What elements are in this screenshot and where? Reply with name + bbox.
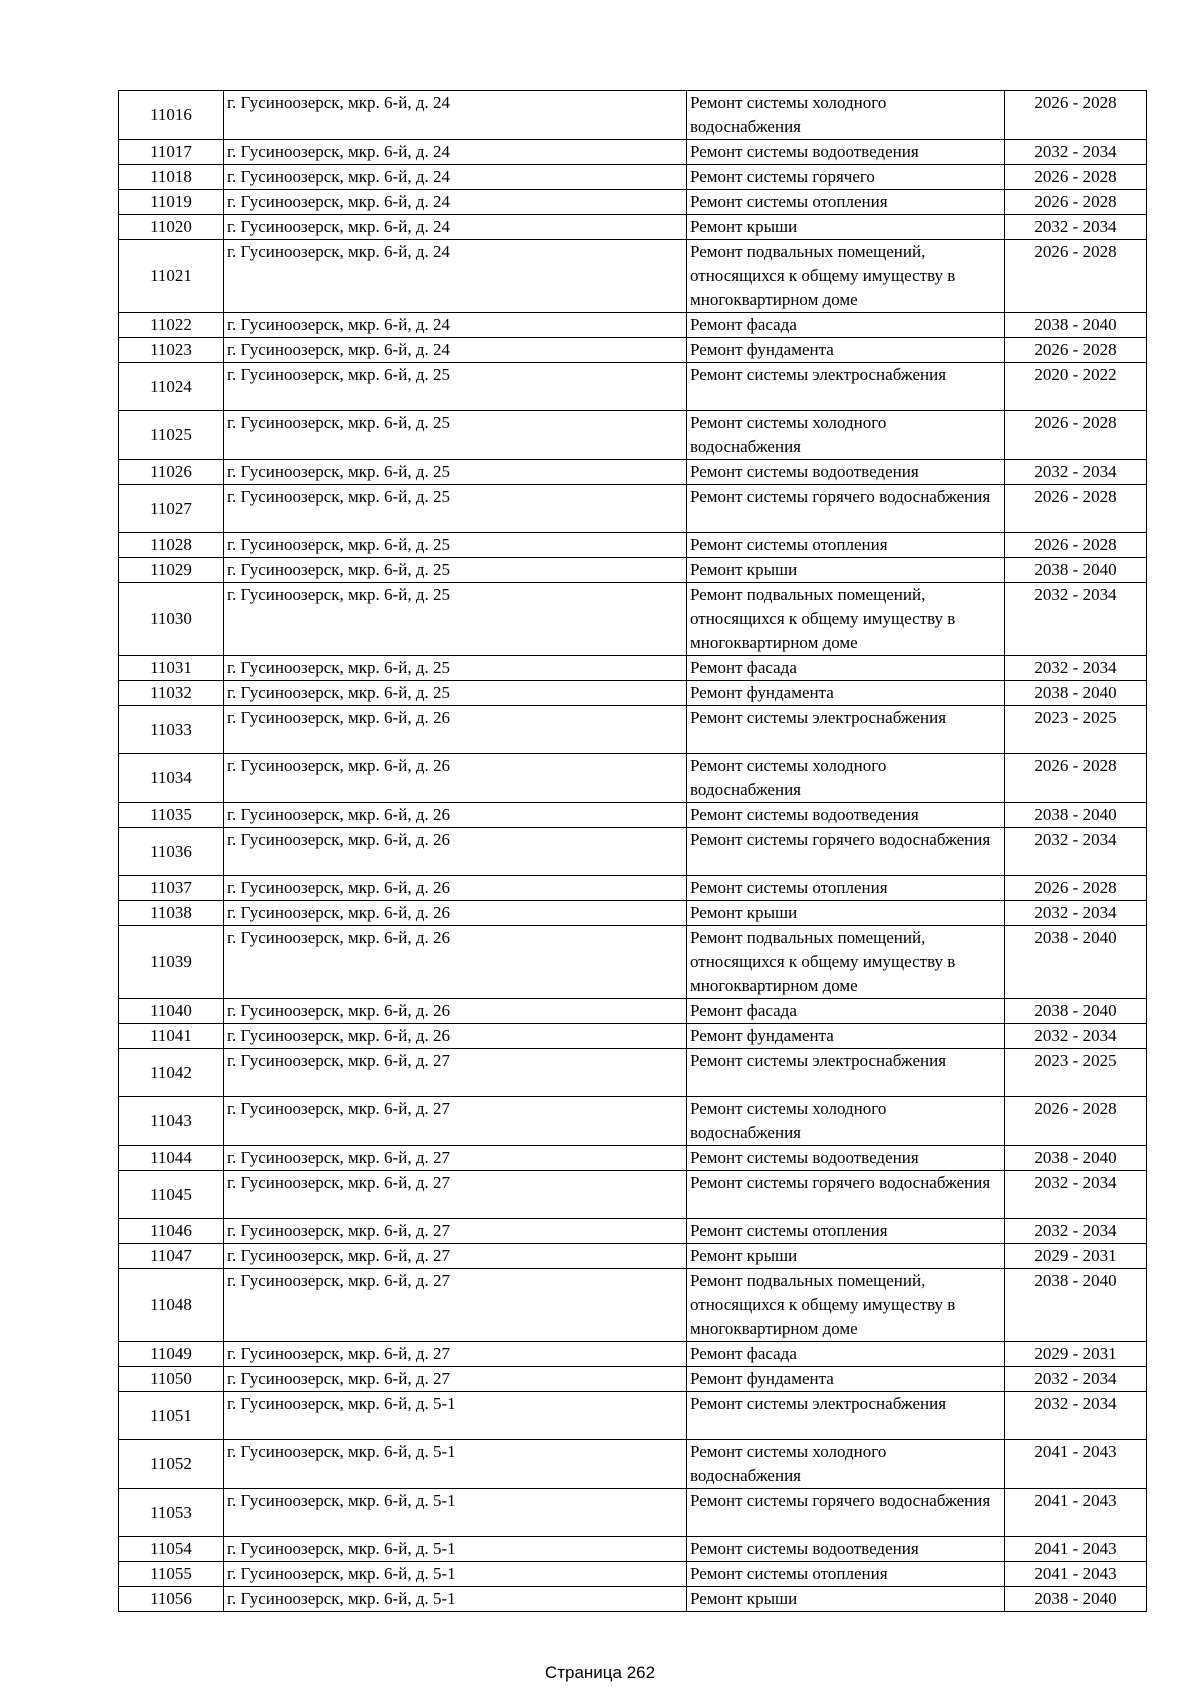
row-period: 2023 - 2025 bbox=[1005, 706, 1147, 754]
row-address: г. Гусиноозерск, мкр. 6-й, д. 25 bbox=[224, 681, 687, 706]
row-period: 2026 - 2028 bbox=[1005, 1097, 1147, 1146]
table-row bbox=[119, 1049, 1147, 1097]
row-address: г. Гусиноозерск, мкр. 6-й, д. 27 bbox=[224, 1269, 687, 1342]
row-number: 11056 bbox=[119, 1587, 224, 1612]
row-address: г. Гусиноозерск, мкр. 6-й, д. 24 bbox=[224, 190, 687, 215]
row-work: Ремонт системы водоотведения bbox=[687, 1146, 1005, 1171]
row-number: 11054 bbox=[119, 1537, 224, 1562]
row-number: 11055 bbox=[119, 1562, 224, 1587]
row-work: Ремонт системы водоотведения bbox=[687, 1537, 1005, 1562]
table-row bbox=[119, 533, 1147, 558]
row-period: 2026 - 2028 bbox=[1005, 91, 1147, 140]
row-work: Ремонт системы электроснабжения bbox=[687, 1049, 1005, 1097]
row-number: 11050 bbox=[119, 1367, 224, 1392]
row-number: 11028 bbox=[119, 533, 224, 558]
table-row bbox=[119, 926, 1147, 999]
row-work: Ремонт фасада bbox=[687, 656, 1005, 681]
table-row bbox=[119, 706, 1147, 754]
row-address: г. Гусиноозерск, мкр. 6-й, д. 24 bbox=[224, 91, 687, 140]
row-period: 2041 - 2043 bbox=[1005, 1440, 1147, 1489]
table-row bbox=[119, 1097, 1147, 1146]
row-period: 2041 - 2043 bbox=[1005, 1489, 1147, 1537]
row-address: г. Гусиноозерск, мкр. 6-й, д. 27 bbox=[224, 1367, 687, 1392]
row-period: 2032 - 2034 bbox=[1005, 656, 1147, 681]
row-number: 11039 bbox=[119, 926, 224, 999]
row-address: г. Гусиноозерск, мкр. 6-й, д. 27 bbox=[224, 1146, 687, 1171]
row-number: 11052 bbox=[119, 1440, 224, 1489]
table-row bbox=[119, 828, 1147, 876]
table-row bbox=[119, 1587, 1147, 1612]
row-period: 2026 - 2028 bbox=[1005, 533, 1147, 558]
row-period: 2038 - 2040 bbox=[1005, 803, 1147, 828]
table-row bbox=[119, 1269, 1147, 1342]
table-row bbox=[119, 1440, 1147, 1489]
row-address: г. Гусиноозерск, мкр. 6-й, д. 27 bbox=[224, 1244, 687, 1269]
row-work: Ремонт подвальных помещений, относящихся к общему имуществу в многоквартирном доме bbox=[687, 1269, 1005, 1342]
row-address: г. Гусиноозерск, мкр. 6-й, д. 5-1 bbox=[224, 1489, 687, 1537]
table-row bbox=[119, 1146, 1147, 1171]
row-number: 11031 bbox=[119, 656, 224, 681]
table-row bbox=[119, 485, 1147, 533]
row-address: г. Гусиноозерск, мкр. 6-й, д. 25 bbox=[224, 533, 687, 558]
row-address: г. Гусиноозерск, мкр. 6-й, д. 27 bbox=[224, 1049, 687, 1097]
row-number: 11026 bbox=[119, 460, 224, 485]
row-period: 2038 - 2040 bbox=[1005, 1269, 1147, 1342]
row-number: 11045 bbox=[119, 1171, 224, 1219]
row-number: 11017 bbox=[119, 140, 224, 165]
table-row bbox=[119, 1342, 1147, 1367]
table-row bbox=[119, 1562, 1147, 1587]
row-period: 2032 - 2034 bbox=[1005, 1171, 1147, 1219]
row-number: 11040 bbox=[119, 999, 224, 1024]
row-period: 2041 - 2043 bbox=[1005, 1537, 1147, 1562]
repair-schedule-table bbox=[118, 90, 1147, 1612]
row-work: Ремонт системы водоотведения bbox=[687, 460, 1005, 485]
row-period: 2038 - 2040 bbox=[1005, 558, 1147, 583]
table-row bbox=[119, 190, 1147, 215]
row-period: 2038 - 2040 bbox=[1005, 313, 1147, 338]
row-address: г. Гусиноозерск, мкр. 6-й, д. 26 bbox=[224, 706, 687, 754]
table-row bbox=[119, 558, 1147, 583]
table-row bbox=[119, 338, 1147, 363]
row-work: Ремонт крыши bbox=[687, 215, 1005, 240]
row-period: 2032 - 2034 bbox=[1005, 583, 1147, 656]
table-row bbox=[119, 313, 1147, 338]
page-number: Страница 262 bbox=[544, 1663, 656, 1682]
row-address: г. Гусиноозерск, мкр. 6-й, д. 24 bbox=[224, 165, 687, 190]
row-work: Ремонт системы отопления bbox=[687, 533, 1005, 558]
row-address: г. Гусиноозерск, мкр. 6-й, д. 26 bbox=[224, 926, 687, 999]
row-address: г. Гусиноозерск, мкр. 6-й, д. 5-1 bbox=[224, 1440, 687, 1489]
row-work: Ремонт системы холодного водоснабжения bbox=[687, 1440, 1005, 1489]
row-period: 2020 - 2022 bbox=[1005, 363, 1147, 411]
row-address: г. Гусиноозерск, мкр. 6-й, д. 26 bbox=[224, 901, 687, 926]
row-period: 2026 - 2028 bbox=[1005, 411, 1147, 460]
row-period: 2026 - 2028 bbox=[1005, 190, 1147, 215]
table-row bbox=[119, 803, 1147, 828]
row-number: 11022 bbox=[119, 313, 224, 338]
row-number: 11019 bbox=[119, 190, 224, 215]
row-address: г. Гусиноозерск, мкр. 6-й, д. 25 bbox=[224, 485, 687, 533]
row-work: Ремонт системы горячего bbox=[687, 165, 1005, 190]
table-row bbox=[119, 901, 1147, 926]
row-number: 11020 bbox=[119, 215, 224, 240]
row-work: Ремонт крыши bbox=[687, 558, 1005, 583]
row-number: 11030 bbox=[119, 583, 224, 656]
row-period: 2038 - 2040 bbox=[1005, 926, 1147, 999]
row-number: 11037 bbox=[119, 876, 224, 901]
row-work: Ремонт фундамента bbox=[687, 1367, 1005, 1392]
table-row bbox=[119, 1489, 1147, 1537]
table-row bbox=[119, 681, 1147, 706]
row-number: 11049 bbox=[119, 1342, 224, 1367]
row-number: 11047 bbox=[119, 1244, 224, 1269]
row-number: 11021 bbox=[119, 240, 224, 313]
row-work: Ремонт системы отопления bbox=[687, 190, 1005, 215]
row-number: 11033 bbox=[119, 706, 224, 754]
row-work: Ремонт системы водоотведения bbox=[687, 803, 1005, 828]
row-address: г. Гусиноозерск, мкр. 6-й, д. 26 bbox=[224, 754, 687, 803]
row-period: 2032 - 2034 bbox=[1005, 1219, 1147, 1244]
row-number: 11044 bbox=[119, 1146, 224, 1171]
row-period: 2032 - 2034 bbox=[1005, 460, 1147, 485]
row-address: г. Гусиноозерск, мкр. 6-й, д. 24 bbox=[224, 140, 687, 165]
row-address: г. Гусиноозерск, мкр. 6-й, д. 5-1 bbox=[224, 1392, 687, 1440]
row-number: 11048 bbox=[119, 1269, 224, 1342]
row-address: г. Гусиноозерск, мкр. 6-й, д. 27 bbox=[224, 1342, 687, 1367]
row-address: г. Гусиноозерск, мкр. 6-й, д. 26 bbox=[224, 999, 687, 1024]
row-work: Ремонт системы горячего водоснабжения bbox=[687, 1171, 1005, 1219]
table-row bbox=[119, 583, 1147, 656]
row-work: Ремонт фасада bbox=[687, 313, 1005, 338]
row-work: Ремонт крыши bbox=[687, 1244, 1005, 1269]
row-address: г. Гусиноозерск, мкр. 6-й, д. 24 bbox=[224, 215, 687, 240]
row-address: г. Гусиноозерск, мкр. 6-й, д. 25 bbox=[224, 460, 687, 485]
row-work: Ремонт системы электроснабжения bbox=[687, 706, 1005, 754]
row-number: 11034 bbox=[119, 754, 224, 803]
row-period: 2041 - 2043 bbox=[1005, 1562, 1147, 1587]
row-address: г. Гусиноозерск, мкр. 6-й, д. 25 bbox=[224, 558, 687, 583]
row-period: 2032 - 2034 bbox=[1005, 1367, 1147, 1392]
table-row bbox=[119, 1244, 1147, 1269]
row-address: г. Гусиноозерск, мкр. 6-й, д. 27 bbox=[224, 1219, 687, 1244]
table-row bbox=[119, 1024, 1147, 1049]
table-row bbox=[119, 140, 1147, 165]
row-period: 2026 - 2028 bbox=[1005, 165, 1147, 190]
row-work: Ремонт фундамента bbox=[687, 681, 1005, 706]
row-number: 11038 bbox=[119, 901, 224, 926]
row-period: 2032 - 2034 bbox=[1005, 1024, 1147, 1049]
row-address: г. Гусиноозерск, мкр. 6-й, д. 5-1 bbox=[224, 1587, 687, 1612]
row-address: г. Гусиноозерск, мкр. 6-й, д. 26 bbox=[224, 1024, 687, 1049]
row-period: 2032 - 2034 bbox=[1005, 215, 1147, 240]
row-work: Ремонт системы электроснабжения bbox=[687, 363, 1005, 411]
table-row bbox=[119, 240, 1147, 313]
table-row bbox=[119, 91, 1147, 140]
row-address: г. Гусиноозерск, мкр. 6-й, д. 26 bbox=[224, 828, 687, 876]
row-period: 2038 - 2040 bbox=[1005, 681, 1147, 706]
row-work: Ремонт системы водоотведения bbox=[687, 140, 1005, 165]
row-number: 11029 bbox=[119, 558, 224, 583]
row-period: 2026 - 2028 bbox=[1005, 338, 1147, 363]
row-work: Ремонт подвальных помещений, относящихся к общему имуществу в многоквартирном доме bbox=[687, 583, 1005, 656]
row-address: г. Гусиноозерск, мкр. 6-й, д. 5-1 bbox=[224, 1537, 687, 1562]
row-period: 2026 - 2028 bbox=[1005, 876, 1147, 901]
row-work: Ремонт фундамента bbox=[687, 1024, 1005, 1049]
row-number: 11024 bbox=[119, 363, 224, 411]
row-number: 11053 bbox=[119, 1489, 224, 1537]
row-work: Ремонт системы холодного водоснабжения bbox=[687, 1097, 1005, 1146]
row-period: 2026 - 2028 bbox=[1005, 485, 1147, 533]
row-period: 2026 - 2028 bbox=[1005, 240, 1147, 313]
row-number: 11023 bbox=[119, 338, 224, 363]
row-period: 2038 - 2040 bbox=[1005, 999, 1147, 1024]
row-address: г. Гусиноозерск, мкр. 6-й, д. 27 bbox=[224, 1171, 687, 1219]
row-number: 11016 bbox=[119, 91, 224, 140]
row-address: г. Гусиноозерск, мкр. 6-й, д. 25 bbox=[224, 363, 687, 411]
row-period: 2038 - 2040 bbox=[1005, 1146, 1147, 1171]
row-work: Ремонт системы горячего водоснабжения bbox=[687, 1489, 1005, 1537]
row-number: 11035 bbox=[119, 803, 224, 828]
row-work: Ремонт системы горячего водоснабжения bbox=[687, 485, 1005, 533]
row-work: Ремонт системы холодного водоснабжения bbox=[687, 91, 1005, 140]
row-work: Ремонт фасада bbox=[687, 1342, 1005, 1367]
row-address: г. Гусиноозерск, мкр. 6-й, д. 26 bbox=[224, 876, 687, 901]
table-row bbox=[119, 656, 1147, 681]
row-period: 2032 - 2034 bbox=[1005, 1392, 1147, 1440]
row-number: 11051 bbox=[119, 1392, 224, 1440]
row-work: Ремонт системы электроснабжения bbox=[687, 1392, 1005, 1440]
table-row bbox=[119, 363, 1147, 411]
row-work: Ремонт фасада bbox=[687, 999, 1005, 1024]
table-body bbox=[119, 91, 1147, 1612]
row-work: Ремонт системы отопления bbox=[687, 1562, 1005, 1587]
row-number: 11042 bbox=[119, 1049, 224, 1097]
row-work: Ремонт системы горячего водоснабжения bbox=[687, 828, 1005, 876]
row-work: Ремонт системы холодного водоснабжения bbox=[687, 411, 1005, 460]
row-number: 11018 bbox=[119, 165, 224, 190]
row-address: г. Гусиноозерск, мкр. 6-й, д. 25 bbox=[224, 411, 687, 460]
table-row bbox=[119, 1537, 1147, 1562]
row-work: Ремонт подвальных помещений, относящихся к общему имуществу в многоквартирном доме bbox=[687, 926, 1005, 999]
row-work: Ремонт подвальных помещений, относящихся к общему имуществу в многоквартирном доме bbox=[687, 240, 1005, 313]
table-row bbox=[119, 754, 1147, 803]
table-row bbox=[119, 1219, 1147, 1244]
row-number: 11041 bbox=[119, 1024, 224, 1049]
table-row bbox=[119, 876, 1147, 901]
table-row bbox=[119, 1171, 1147, 1219]
row-address: г. Гусиноозерск, мкр. 6-й, д. 24 bbox=[224, 240, 687, 313]
row-period: 2023 - 2025 bbox=[1005, 1049, 1147, 1097]
table-row bbox=[119, 1367, 1147, 1392]
row-number: 11027 bbox=[119, 485, 224, 533]
row-address: г. Гусиноозерск, мкр. 6-й, д. 25 bbox=[224, 583, 687, 656]
row-period: 2032 - 2034 bbox=[1005, 828, 1147, 876]
row-period: 2032 - 2034 bbox=[1005, 901, 1147, 926]
row-work: Ремонт фундамента bbox=[687, 338, 1005, 363]
table-row bbox=[119, 999, 1147, 1024]
row-work: Ремонт крыши bbox=[687, 1587, 1005, 1612]
row-work: Ремонт системы холодного водоснабжения bbox=[687, 754, 1005, 803]
row-address: г. Гусиноозерск, мкр. 6-й, д. 27 bbox=[224, 1097, 687, 1146]
row-number: 11032 bbox=[119, 681, 224, 706]
row-number: 11025 bbox=[119, 411, 224, 460]
row-period: 2029 - 2031 bbox=[1005, 1342, 1147, 1367]
row-address: г. Гусиноозерск, мкр. 6-й, д. 26 bbox=[224, 803, 687, 828]
table-row bbox=[119, 411, 1147, 460]
row-period: 2032 - 2034 bbox=[1005, 140, 1147, 165]
table-row bbox=[119, 1392, 1147, 1440]
row-address: г. Гусиноозерск, мкр. 6-й, д. 25 bbox=[224, 656, 687, 681]
row-address: г. Гусиноозерск, мкр. 6-й, д. 24 bbox=[224, 338, 687, 363]
table-row bbox=[119, 460, 1147, 485]
row-period: 2029 - 2031 bbox=[1005, 1244, 1147, 1269]
row-work: Ремонт системы отопления bbox=[687, 1219, 1005, 1244]
row-work: Ремонт системы отопления bbox=[687, 876, 1005, 901]
row-period: 2038 - 2040 bbox=[1005, 1587, 1147, 1612]
row-address: г. Гусиноозерск, мкр. 6-й, д. 5-1 bbox=[224, 1562, 687, 1587]
table-row bbox=[119, 215, 1147, 240]
row-period: 2026 - 2028 bbox=[1005, 754, 1147, 803]
row-number: 11043 bbox=[119, 1097, 224, 1146]
row-number: 11036 bbox=[119, 828, 224, 876]
table-row bbox=[119, 165, 1147, 190]
row-number: 11046 bbox=[119, 1219, 224, 1244]
row-address: г. Гусиноозерск, мкр. 6-й, д. 24 bbox=[224, 313, 687, 338]
row-work: Ремонт крыши bbox=[687, 901, 1005, 926]
